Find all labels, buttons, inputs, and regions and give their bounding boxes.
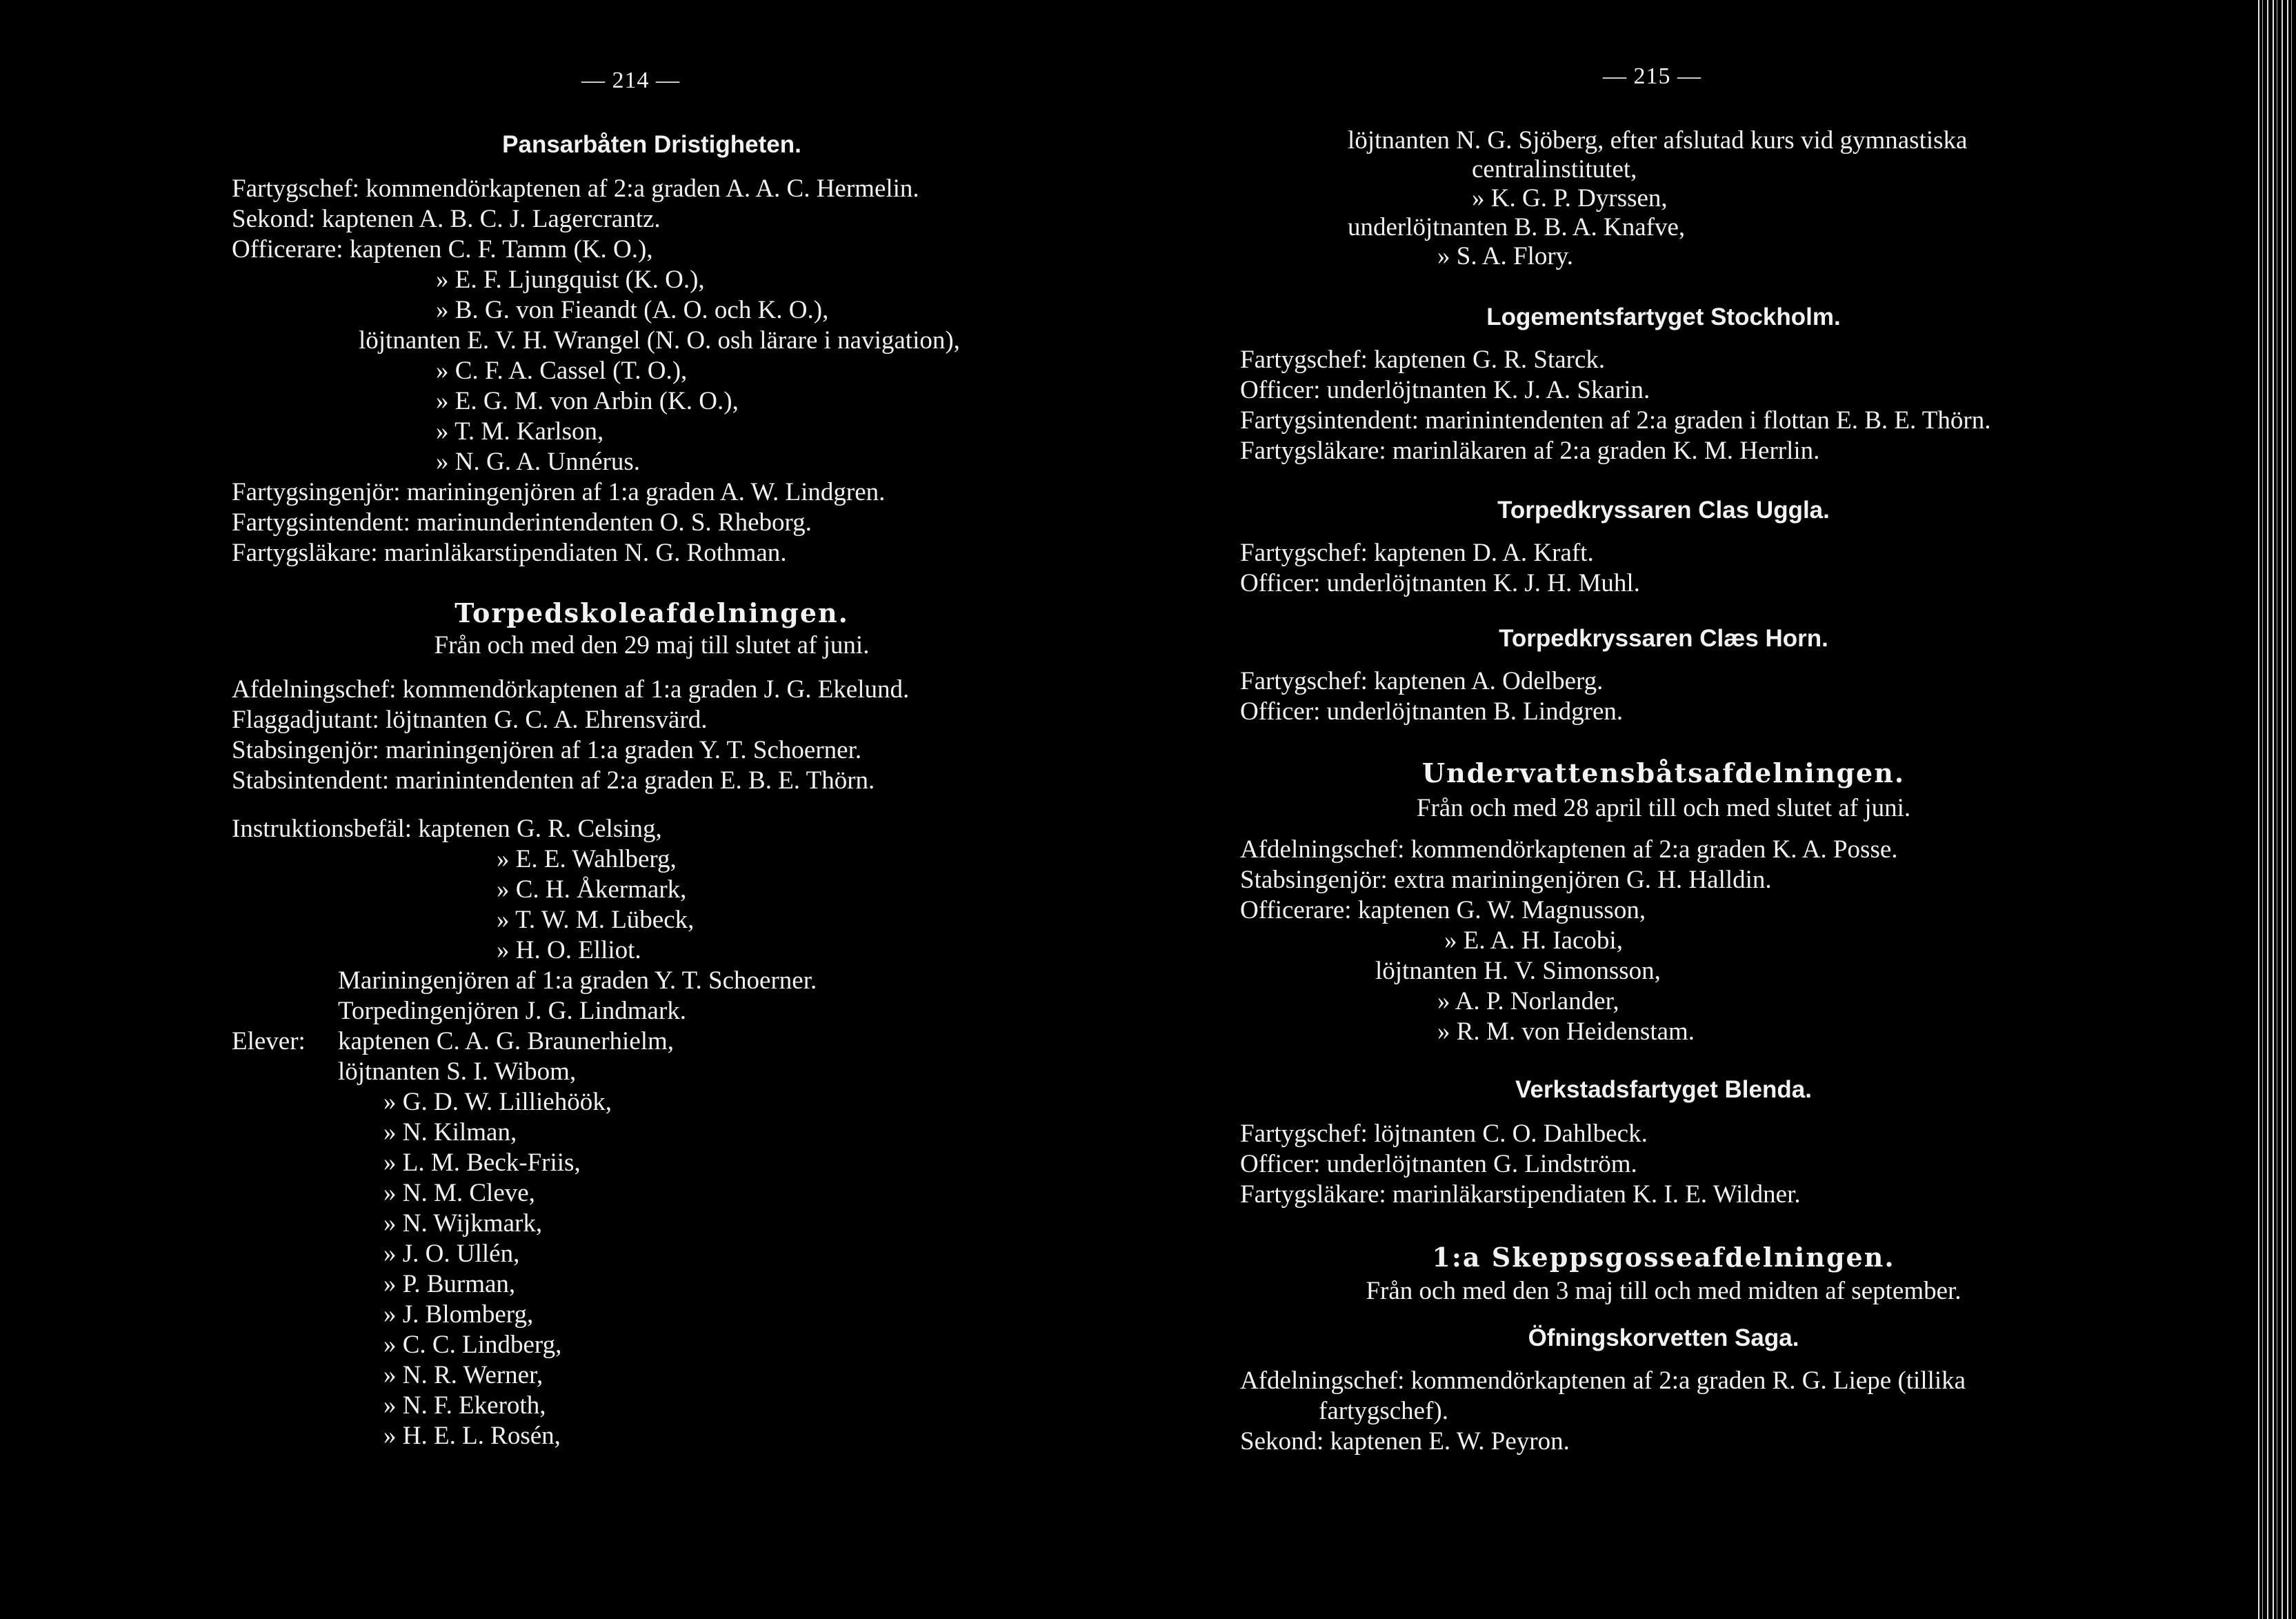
text-line: Stabsintendent: marinintendenten af 2:a graden E. B. E. Thörn. <box>232 766 875 795</box>
section-heading-clas-uggla: Torpedkryssaren Clas Uggla. <box>1497 497 1830 524</box>
text-line: Stabsingenjör: extra mariningenjören G. H. Halldin. <box>1240 866 1772 894</box>
text-line: Fartygsintendent: marinunderintendenten O. S. Rheborg. <box>232 508 812 537</box>
text-line: kaptenen C. A. G. Braunerhielm, <box>338 1027 675 1055</box>
text-line: » N. Wijkmark, <box>383 1209 543 1238</box>
text-line: » R. M. von Heidenstam. <box>1437 1017 1695 1046</box>
text-line: Stabsingenjör: mariningenjören af 1:a graden Y. T. Schoerner. <box>232 736 862 764</box>
text-line: Instruktionsbefäl: kaptenen G. R. Celsing, <box>232 815 662 843</box>
text-line: löjtnanten S. I. Wibom, <box>338 1057 577 1086</box>
page-number: — 214 — <box>581 68 680 93</box>
text-line: » E. A. H. Iacobi, <box>1444 926 1623 955</box>
text-line: Sekond: kaptenen A. B. C. J. Lagercrantz. <box>232 205 661 233</box>
text-line: Officer: underlöjtnanten B. Lindgren. <box>1240 697 1624 726</box>
text-line: » T. W. M. Lübeck, <box>497 906 695 934</box>
section-subtitle: Från och med den 3 maj till och med midten af september. <box>1366 1277 1961 1305</box>
text-line: » N. Kilman, <box>383 1118 517 1146</box>
text-line: Fartygschef: kaptenen D. A. Kraft. <box>1240 539 1594 567</box>
section-heading-saga: Öfningskorvetten Saga. <box>1528 1324 1799 1351</box>
text-line: Sekond: kaptenen E. W. Peyron. <box>1240 1427 1570 1456</box>
text-line: underlöjtnanten B. B. A. Knafve, <box>1348 213 1686 241</box>
text-line: Fartygsingenjör: mariningenjören af 1:a graden A. W. Lindgren. <box>232 478 886 506</box>
text-line: » K. G. P. Dyrssen, <box>1472 184 1668 212</box>
text-line: Afdelningschef: kommendörkaptenen af 2:a graden R. G. Liepe (tillika <box>1240 1367 1966 1395</box>
section-subtitle: Från och med 28 april till och med slutet af juni. <box>1416 794 1911 822</box>
section-subtitle: Från och med den 29 maj till slutet af juni. <box>434 631 870 659</box>
text-line: Fartygschef: löjtnanten C. O. Dahlbeck. <box>1240 1120 1648 1148</box>
text-line: Fartygsläkare: marinläkaren af 2:a graden K. M. Herrlin. <box>1240 437 1820 465</box>
text-line: fartygschef). <box>1319 1397 1448 1425</box>
text-line: löjtnanten H. V. Simonsson, <box>1375 957 1661 985</box>
section-heading-stockholm: Logementsfartyget Stockholm. <box>1486 304 1841 330</box>
text-line: » J. O. Ullén, <box>383 1240 520 1268</box>
text-line: » B. G. von Fieandt (A. O. och K. O.), <box>436 296 829 324</box>
text-line: Mariningenjören af 1:a graden Y. T. Schoerner. <box>338 966 817 995</box>
text-line: Fartygsläkare: marinläkarstipendiaten K. I. E. Wildner. <box>1240 1180 1801 1209</box>
text-line: » E. G. M. von Arbin (K. O.), <box>436 387 739 415</box>
text-line: » N. M. Cleve, <box>383 1179 535 1207</box>
text-line: Officer: underlöjtnanten K. J. H. Muhl. <box>1240 569 1640 597</box>
section-heading-skeppsgosseafdelningen: 1:a Skeppsgosseafdelningen. <box>1432 1242 1895 1273</box>
text-line: Officer: underlöjtnanten G. Lindström. <box>1240 1150 1637 1178</box>
text-line: Officerare: kaptenen C. F. Tamm (K. O.), <box>232 235 653 264</box>
right-page <box>1148 0 2254 1619</box>
text-line: » E. E. Wahlberg, <box>497 845 677 873</box>
text-line: Afdelningschef: kommendörkaptenen af 2:a graden K. A. Posse. <box>1240 835 1898 864</box>
text-line: Officerare: kaptenen G. W. Magnusson, <box>1240 896 1646 924</box>
text-line: Fartygschef: kaptenen G. R. Starck. <box>1240 346 1606 374</box>
text-line: Fartygschef: kaptenen A. Odelberg. <box>1240 667 1604 695</box>
text-line: centralinstitutet, <box>1472 155 1637 183</box>
text-line: Fartygsintendent: marinintendenten af 2:a graden i flottan E. B. E. Thörn. <box>1240 406 1991 435</box>
text-line: » E. F. Ljungquist (K. O.), <box>436 266 705 294</box>
section-heading-dristigheten: Pansarbåten Dristigheten. <box>502 131 801 158</box>
text-line: » N. F. Ekeroth, <box>383 1391 546 1420</box>
text-line: Officer: underlöjtnanten K. J. A. Skarin. <box>1240 376 1650 404</box>
text-line: » C. H. Åkermark, <box>497 875 687 904</box>
section-heading-blenda: Verkstadsfartyget Blenda. <box>1515 1076 1812 1103</box>
text-line: löjtnanten E. V. H. Wrangel (N. O. osh lärare i navigation), <box>359 326 960 355</box>
page-number: — 215 — <box>1603 63 1701 89</box>
text-line: » C. F. A. Cassel (T. O.), <box>436 357 688 385</box>
text-line: Afdelningschef: kommendörkaptenen af 1:a graden J. G. Ekelund. <box>232 675 910 704</box>
section-heading-claes-horn: Torpedkryssaren Clæs Horn. <box>1499 625 1828 652</box>
text-line: » C. C. Lindberg, <box>383 1331 562 1359</box>
text-line: » J. Blomberg, <box>383 1300 534 1329</box>
text-line: » N. R. Werner, <box>383 1361 543 1389</box>
text-line: löjtnanten N. G. Sjöberg, efter afslutad kurs vid gymnastiska <box>1348 126 1968 155</box>
text-line: » P. Burman, <box>383 1270 516 1298</box>
text-line: » S. A. Flory. <box>1437 242 1574 270</box>
text-line: » L. M. Beck-Friis, <box>383 1149 581 1177</box>
text-line: Fartygsläkare: marinläkarstipendiaten N. G. Rothman. <box>232 539 787 567</box>
text-line: » N. G. A. Unnérus. <box>436 448 640 476</box>
book-edge-strip <box>2254 0 2296 1619</box>
text-line: Torpedingenjören J. G. Lindmark. <box>338 997 687 1025</box>
text-line: » T. M. Karlson, <box>436 417 604 446</box>
text-line: Flaggadjutant: löjtnanten G. C. A. Ehrensvärd. <box>232 706 708 734</box>
section-heading-undervattensbatsafdelningen: Undervattensbåtsafdelningen. <box>1421 757 1906 788</box>
text-line: » G. D. W. Lilliehöök, <box>383 1088 612 1116</box>
text-line: » H. O. Elliot. <box>497 936 641 964</box>
text-line-label: Elever: <box>232 1027 306 1055</box>
text-line: » A. P. Norlander, <box>1437 987 1619 1015</box>
text-line: » H. E. L. Rosén, <box>383 1422 561 1450</box>
section-heading-torpedskoleafdelningen: Torpedskoleafdelningen. <box>455 597 849 628</box>
text-line: Fartygschef: kommendörkaptenen af 2:a graden A. A. C. Hermelin. <box>232 175 919 203</box>
